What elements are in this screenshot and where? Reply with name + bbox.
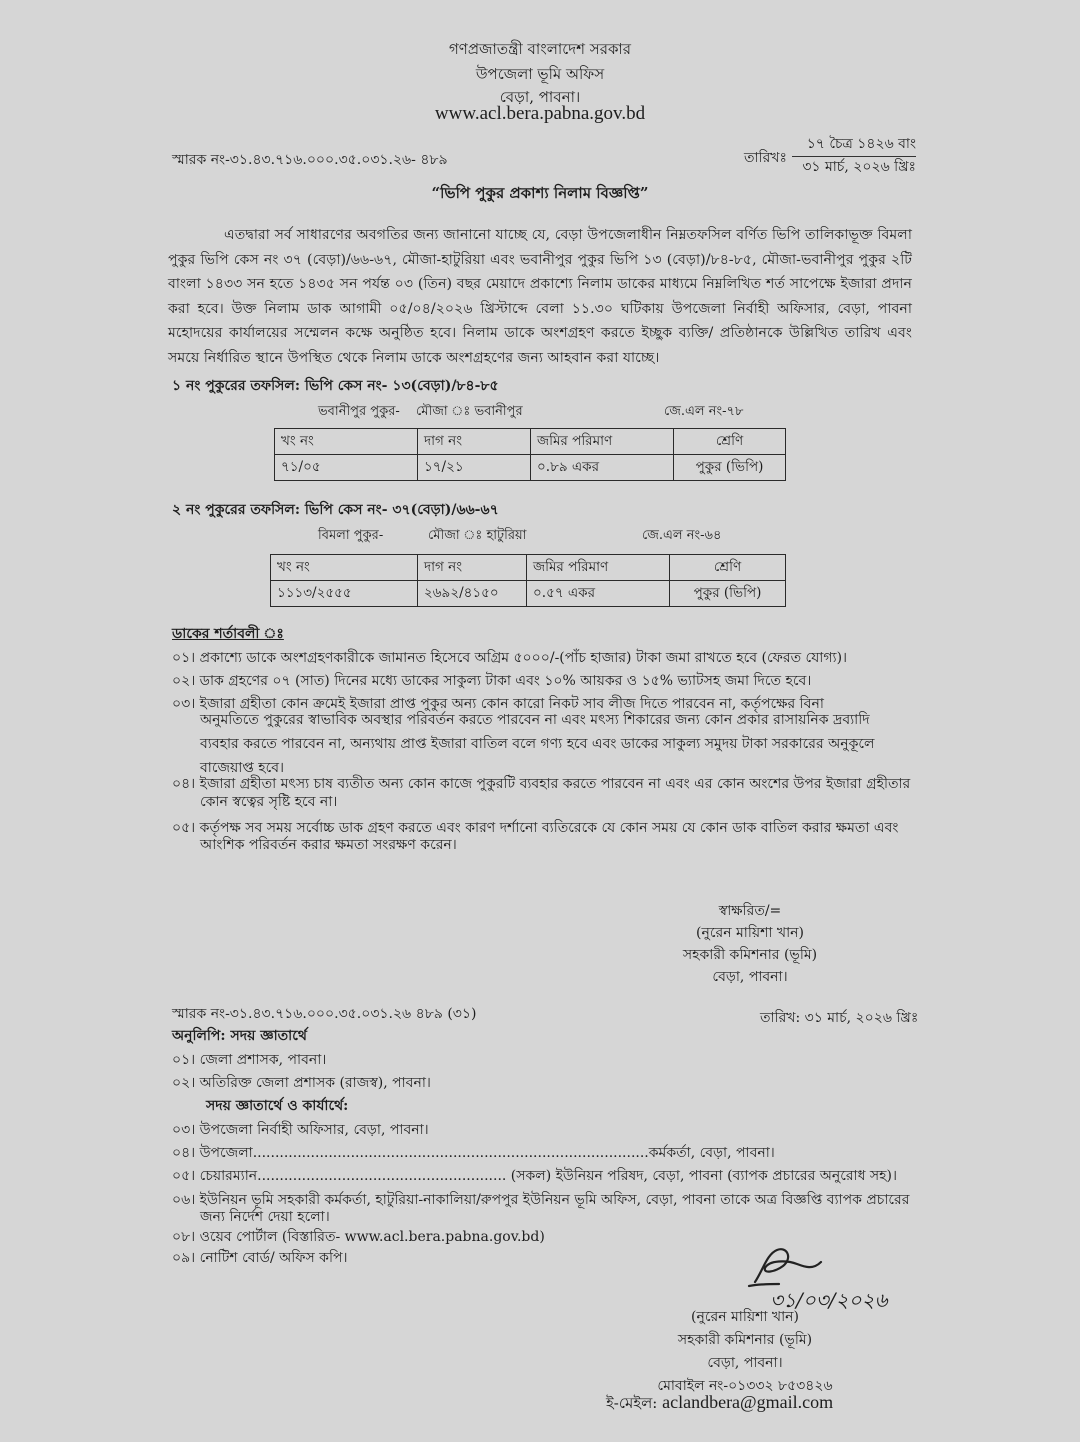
condition-number: ০১। <box>172 650 196 666</box>
signatory-mobile: মোবাইল নং-০১৩৩২ ৮৫৩৪২৬ <box>657 1378 833 1394</box>
copies-heading: অনুলিপি: সদয় জ্ঞাতার্থে <box>172 1028 307 1044</box>
notice-body-text: এতদ্বারা সর্ব সাধারণের অবগতির জন্য জানানো যাচ্ছে যে, বেড়া উপজেলাধীন নিম্নতফসিল বর্ণিত ভিপি তালিকাভূক্ত বিমলা পুকুর ভিপি কেস নং ৩৭ (বেড়া)/৬৬-৬৭, মৌজা-হাটুরিয়া এবং ভবানীপুর পুকুর ভিপি ১৩ (বেড়া)/৮৪-৮৫, মৌজা-ভবানীপুর পুকুর ২টি বাংলা ১৪৩৩ সন হতে ১৪৩৫ সন পর্যন্ত ০৩ (তিন) বছর মেয়াদে প্রকাশ্যে নিলাম ডাকের মাধ্যমে নিম্নলিখিত শর্ত সাপেক্ষে ইজারা প্রদান করা হবে। উক্ত নিলাম ডাক আগামী ০৫/০৪/২০২৬ খ্রিস্টাব্দে বেলা ১১.৩০ ঘটিকায় উপজেলা নির্বাহী অফিসার, বেড়া, পাবনা মহোদয়ের কার্যালয়ের সম্মেলন কক্ষে অনুষ্ঠিত হবে। নিলাম ডাকে অংশগ্রহণ করতে ইচ্ছুক ব্যক্তি/ প্রতিষ্ঠানকে উল্লিখিত তারিখ এবং সময়ে নির্ধারিত স্থানে উপস্থিত থেকে নিলাম ডাকে অংশগ্রহণের জন্য আহবান করা যাচ্ছে। <box>168 227 912 366</box>
signature-block-2 <box>640 1306 850 1398</box>
copy-item-continued: জন্য নির্দেশ দেয়া হলো। <box>200 1209 330 1225</box>
cell-dag: ১৭/২১ <box>418 455 531 481</box>
copy-item: ০৬। ইউনিয়ন ভূমি সহকারী কর্মকর্তা, হাটুরিয়া-নাকালিয়া/রুপপুর ইউনিয়ন ভূমি অফিস, বেড়া, পাবনা তাকে অত্র বিজ্ঞপ্তি ব্যাপক প্রচারের <box>172 1192 910 1208</box>
pond2-name: বিমলা পুকুর- <box>318 528 384 543</box>
conditions-heading: ডাকের শর্তাবলী ঃ <box>172 626 284 642</box>
memo-number: স্মারক নং-৩১.৪৩.৭১৬.০০০.৩৫.০৩১.২৬- ৪৮৯ <box>172 152 448 168</box>
pond1-name: ভবানীপুর পুকুর- <box>318 404 400 419</box>
pond2-table <box>270 554 786 607</box>
cell-class: পুকুর (ভিপি) <box>670 581 786 607</box>
pond2-heading: ২ নং পুকুরের তফসিল: ভিপি কেস নং- ৩৭(বেড়া)/৬৬-৬৭ <box>172 502 499 518</box>
condition-text: ইজারা গ্রহীতা কোন ক্রমেই ইজারা প্রাপ্ত পুকুর অন্য কোন কারো নিকট সাব লীজ দিতে পারবেন না, কর্তৃপক্ষের বিনা <box>199 696 824 712</box>
signatory-name: (নুরেন মায়িশা খান) <box>691 1309 799 1325</box>
table-header-row <box>271 555 786 581</box>
header-khatian: খং নং <box>271 555 418 581</box>
copy-item: ০৯। নোটিশ বোর্ড/ অফিস কপি। <box>172 1250 348 1266</box>
pond1-jl: জে.এল নং-৭৮ <box>664 404 744 419</box>
condition-number: ০৪। <box>172 776 196 792</box>
signatory-designation: সহকারী কমিশনার (ভূমি) <box>682 947 818 963</box>
condition-text: প্রকাশ্যে ডাকে অংশগ্রহণকারীকে জামানত হিসেবে অগ্রিম ৫০০০/-(পাঁচ হাজার) টাকা জমা রাখতে হবে (ফেরত যোগ্য)। <box>199 650 848 666</box>
date-gregorian: ৩১ মার্চ, ২০২৬ খ্রিঃ <box>802 159 916 175</box>
header-dag: দাগ নং <box>418 429 531 455</box>
header-class: শ্রেণি <box>670 555 786 581</box>
table-row <box>275 455 786 481</box>
signed-label: স্বাক্ষরিত/= <box>718 903 782 919</box>
condition-3-continued: অনুমতিতে পুকুরের স্বাভাবিক অবস্থার পরিবর্তন করতে পারবেন না এবং মৎস্য শিকারের জন্য কোন প্রকার রাসায়নিক দ্রব্যাদি ব্যবহার করতে পারবেন না, অন্যথায় প্রাপ্ত ইজারা বাতিল বলে গণ্য হবে এবং ডাকের সাকুল্য সমুদয় টাকা সরকারের অনুকূলে বাজেয়াপ্ত হবে। <box>200 712 875 776</box>
date-bengali: ১৭ চৈত্র ১৪২৬ বাং <box>792 132 916 157</box>
signature-block-1 <box>650 900 850 988</box>
email-label: ই-মেইল: <box>606 1394 658 1412</box>
condition-number: ০৩। <box>172 696 196 712</box>
condition-5-continued: আংশিক পরিবর্তন করার ক্ষমতা সংরক্ষণ করেন। <box>200 837 457 853</box>
pond1-mouza: মৌজা ঃ ভবানীপুর <box>416 404 523 419</box>
memo2-number: স্মারক নং-৩১.৪৩.৭১৬.০০০.৩৫.০৩১.২৬ ৪৮৯ (৩১) <box>172 1006 477 1022</box>
pond2-jl: জে.এল নং-৬৪ <box>642 528 722 543</box>
office-location: বেড়া, পাবনা। <box>499 88 581 106</box>
pond1-table <box>274 428 786 481</box>
signatory-name: (নুরেন মায়িশা খান) <box>696 925 804 941</box>
cell-khatian: ৭১/০৫ <box>275 455 418 481</box>
copy-item: ০৫। চেয়ারম্যান........................................................ (সকল) ইউনিয়ন পরিষদ, বেড়া, পাবনা (ব্যাপক প্রচারের অনুরোধ সহ)। <box>172 1168 897 1184</box>
header-dag: দাগ নং <box>418 555 527 581</box>
notice-title: “ভিপি পুকুর প্রকাশ্য নিলাম বিজ্ঞপ্তি” <box>431 184 649 202</box>
header-khatian: খং নং <box>275 429 418 455</box>
copies-subheading: সদয় জ্ঞাতার্থে ও কার্যার্থে: <box>206 1098 349 1114</box>
pond2-mouza: মৌজা ঃ হাটুরিয়া <box>428 528 527 543</box>
cell-area: ০.৮৯ একর <box>531 455 674 481</box>
handwritten-date: ৩১/০৩/২০২৬ <box>770 1288 888 1312</box>
email-line <box>606 1392 833 1417</box>
header-area: জমির পরিমাণ <box>527 555 670 581</box>
pond1-heading: ১ নং পুকুরের তফসিল: ভিপি কেস নং- ১৩(বেড়া)/৮৪-৮৫ <box>172 378 499 394</box>
memo2-date: তারিখ: ৩১ মার্চ, ২০২৬ খ্রিঃ <box>760 1010 919 1026</box>
cell-dag: ২৬৯২/৪১৫০ <box>418 581 527 607</box>
condition-1 <box>172 646 847 670</box>
copy-item: ০২। অতিরিক্ত জেলা প্রশাসক (রাজস্ব), পাবনা। <box>172 1075 431 1091</box>
signatory-place: বেড়া, পাবনা। <box>707 1355 783 1371</box>
condition-number: ০৫। <box>172 820 196 836</box>
copy-item: ০৩। উপজেলা নির্বাহী অফিসার, বেড়া, পাবনা। <box>172 1122 429 1138</box>
condition-4-continued: কোন স্বত্বের সৃষ্টি হবে না। <box>200 794 338 810</box>
office-name: উপজেলা ভূমি অফিস <box>475 65 605 83</box>
header-class: শ্রেণি <box>674 429 786 455</box>
notice-body <box>168 223 912 370</box>
copy-item: ০১। জেলা প্রশাসক, পাবনা। <box>172 1052 327 1068</box>
cell-area: ০.৫৭ একর <box>527 581 670 607</box>
header-area: জমির পরিমাণ <box>531 429 674 455</box>
date-label: তারিখঃ <box>744 150 787 166</box>
table-row <box>271 581 786 607</box>
condition-text: ডাক গ্রহণের ০৭ (সাত) দিনের মধ্যে ডাকের সাকুল্য টাকা এবং ১০% আয়কর ও ১৫% ভ্যাটসহ জমা দিতে হবে। <box>199 673 812 689</box>
copy-item: ০৮। ওয়েব পোর্টাল (বিস্তারিত- www.acl.bera.pabna.gov.bd) <box>172 1229 545 1245</box>
signatory-place: বেড়া, পাবনা। <box>712 969 788 985</box>
condition-number: ০২। <box>172 673 196 689</box>
email-address[interactable]: aclandbera@gmail.com <box>662 1392 834 1412</box>
condition-text: ইজারা গ্রহীতা মৎস্য চাষ ব্যতীত অন্য কোন কাজে পুকুরটি ব্যবহার করতে পারবেন না এবং এর কোন অংশের উপর ইজারা গ্রহীতার <box>199 776 911 792</box>
cell-class: পুকুর (ভিপি) <box>674 455 786 481</box>
copy-item: ০৪। উপজেলা.........................................................................................কর্মকর্তা, বেড়া, পাবনা। <box>172 1145 775 1161</box>
govt-name: গণপ্রজাতন্ত্রী বাংলাদেশ সরকার <box>448 40 632 58</box>
signatory-designation: সহকারী কমিশনার (ভূমি) <box>677 1332 813 1348</box>
condition-text: কর্তৃপক্ষ সব সময় সর্বোচ্চ ডাক গ্রহণ করতে এবং কারণ দর্শানো ব্যতিরেকে যে কোন সময় যে কোন ডাক বাতিল করার ক্ষমতা এবং <box>199 820 899 836</box>
condition-2 <box>172 669 811 693</box>
table-header-row <box>275 429 786 455</box>
office-website: www.acl.bera.pabna.gov.bd <box>434 103 646 124</box>
cell-khatian: ১১১৩/২৫৫৫ <box>271 581 418 607</box>
